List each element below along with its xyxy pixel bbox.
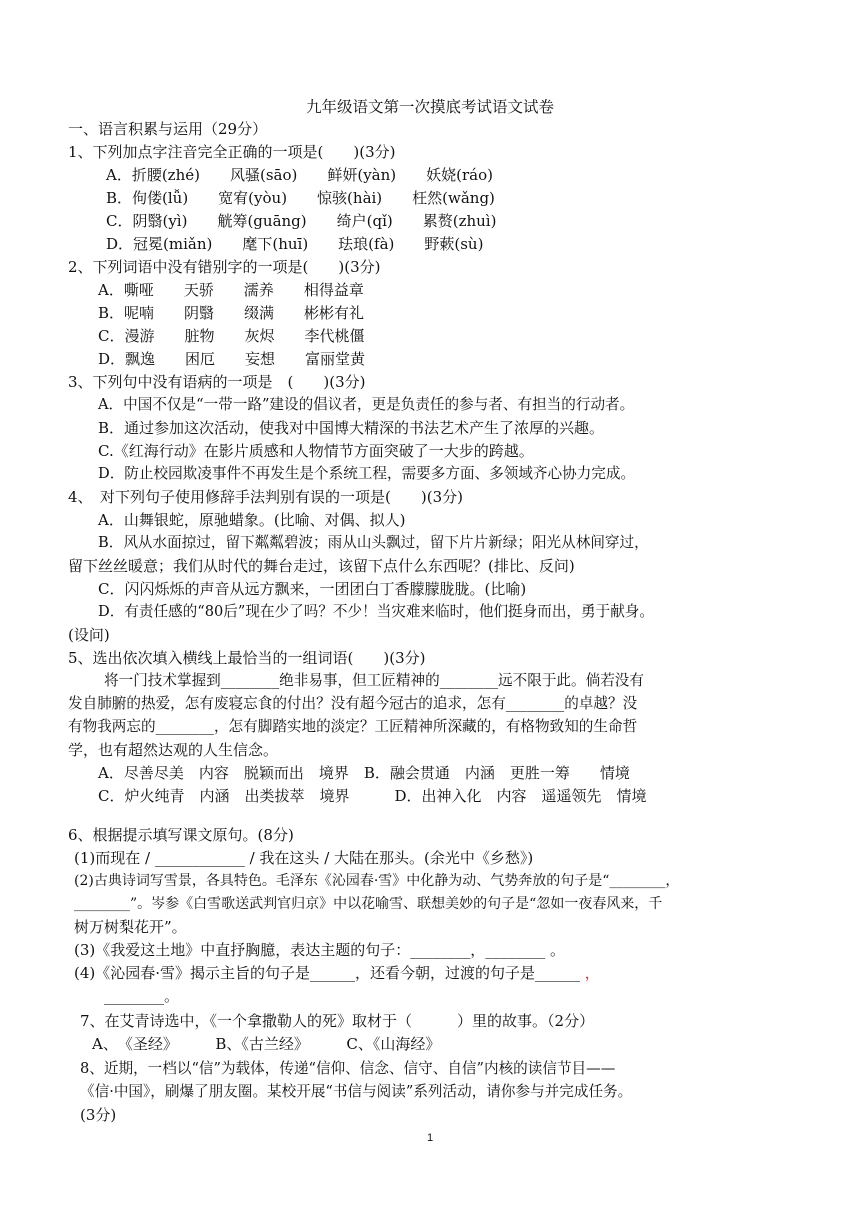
option-line: A．山舞银蛇，原驰蜡象。(比喻、对偶、拟人) — [98, 511, 406, 529]
option-line: C．炉火纯青 内涵 出类拔萃 境界 D．出神入化 内容 遥遥领先 情境 — [98, 787, 647, 805]
option-line-cont: 留下丝丝暖意；我们从时代的舞台走过，该留下点什么东西呢？(排比、反问) — [68, 557, 575, 575]
red-comma-mark: ， — [584, 964, 600, 982]
passage-line: 发自肺腑的热爱，怎有废寝忘食的付出？没有超今冠古的追求，怎有________的卓越？没 — [68, 695, 638, 712]
option-line: C.《红海行动》在影片质感和人物情节方面突破了一大步的跨越。 — [98, 442, 534, 460]
question-6: 6、根据提示填写课文原句。(8分) — [68, 826, 294, 844]
option-line: D．冠冕(miǎn) 麾下(huī) 珐琅(fà) 野蔌(sù) — [106, 235, 484, 253]
option-line: A．嘶哑 天骄 濡养 相得益章 — [98, 281, 364, 299]
option-line: A．中国不仅是“一带一路”建设的倡议者，更是负责任的参与者、有担当的行动者。 — [98, 396, 635, 413]
option-line: D．有责任感的“80后”现在少了吗？不少！当灾难来临时，他们挺身而出，勇于献身。 — [98, 603, 654, 620]
page-number: 1 — [426, 1132, 434, 1144]
question-4: 4、 对下列句子使用修辞手法判别有误的一项是( )(3分) — [68, 488, 463, 506]
fill-line: ________”。岑参《白雪歌送武判官归京》中以花喻雪、联想美妙的句子是“忽如一夜春风来，千 — [74, 896, 663, 912]
fill-line-text: (4)《沁园春·雪》揭示主旨的句子是______，还看今朝，过渡的句子是______ — [74, 964, 585, 982]
option-line: A、 《圣经》 B、《古兰经》 C、《山海经》 — [92, 1035, 441, 1053]
option-line: A．尽善尽美 内容 脱颖而出 境界 B．融会贯通 内涵 更胜一筹 情境 — [98, 764, 630, 782]
fill-line — [74, 963, 600, 985]
question-8-cont: 《信·中国》，刷爆了朋友圈。某校开展“书信与阅读”系列活动，请你参与并完成任务。 — [80, 1083, 633, 1100]
option-line: B．风从水面掠过，留下粼粼碧波；雨从山头飘过，留下片片新绿；阳光从林间穿过， — [98, 534, 649, 551]
question-1: 1、下列加点字注音完全正确的一项是( )(3分) — [68, 143, 396, 161]
option-line: D．防止校园欺凌事件不再发生是个系统工程，需要多方面、多领域齐心协力完成。 — [98, 465, 636, 482]
option-line: B．佝偻(lǚ) 宽宥(yòu) 惊骇(hài) 枉然(wǎng) — [106, 189, 495, 207]
fill-line: (1)而现在 / ____________ / 我在这头 / 大陆在那头。(余光中《乡愁》) — [74, 849, 534, 867]
fill-line: (2)古典诗词写雪景，各具特色。毛泽东《沁园春·雪》中化静为动、气势奔放的句子是“________， — [74, 873, 680, 889]
option-line: B．呢喃 阴翳 缀满 彬彬有礼 — [98, 304, 365, 322]
section-heading: 一、语言积累与运用（29分） — [68, 120, 268, 138]
option-line-cont: (设问) — [68, 626, 110, 644]
question-5: 5、选出依次填入横线上最恰当的一组词语( )(3分) — [68, 649, 426, 667]
option-line: D．飘逸 困厄 妄想 富丽堂黄 — [98, 350, 366, 368]
option-line: B．通过参加这次活动，使我对中国博大精深的书法艺术产生了浓厚的兴趣。 — [98, 419, 605, 437]
passage-line: 学，也有超然达观的人生信念。 — [68, 741, 279, 759]
option-line: C．阴翳(yì) 觥筹(guāng) 绮户(qǐ) 累赘(zhuì) — [106, 212, 497, 230]
question-8: 8、近期，一档以“信”为载体，传递“信仰、信念、信守、自信”内核的读信节目—— — [80, 1060, 616, 1077]
option-line: C．漫游 脏物 灰烬 李代桃僵 — [98, 327, 365, 345]
question-2: 2、下列词语中没有错别字的一项是( )(3分) — [68, 258, 381, 276]
question-7: 7、在艾青诗选中，《一个拿撒勒人的死》取材于（ ）里的故事。（2分） — [80, 1012, 595, 1030]
question-3: 3、下列句中没有语病的一项是 ( )(3分) — [68, 373, 366, 391]
option-line: C．闪闪烁烁的声音从远方飘来，一团团白丁香朦朦胧胧。(比喻) — [98, 580, 527, 598]
fill-line: 树万树梨花开”。 — [74, 918, 187, 936]
passage-line: 将一门技术掌握到________绝非易事，但工匠精神的________远不限于此。倘若没有 — [104, 672, 644, 689]
exam-title: 九年级语文第一次摸底考试语文试卷 — [305, 98, 554, 116]
option-line: A．折腰(zhé) 风骚(sāo) 鲜妍(yàn) 妖娆(ráo) — [106, 166, 493, 184]
passage-line: 有物我两忘的________，怎有脚踏实地的淡定？工匠精神所深藏的，有格物致知的生命哲 — [68, 718, 638, 735]
fill-line: (3)《我爱这土地》中直抒胸臆，表达主题的句子：________，________ 。 — [74, 941, 566, 959]
fill-line: ________。 — [104, 987, 180, 1005]
question-8-score: (3分) — [80, 1106, 117, 1124]
